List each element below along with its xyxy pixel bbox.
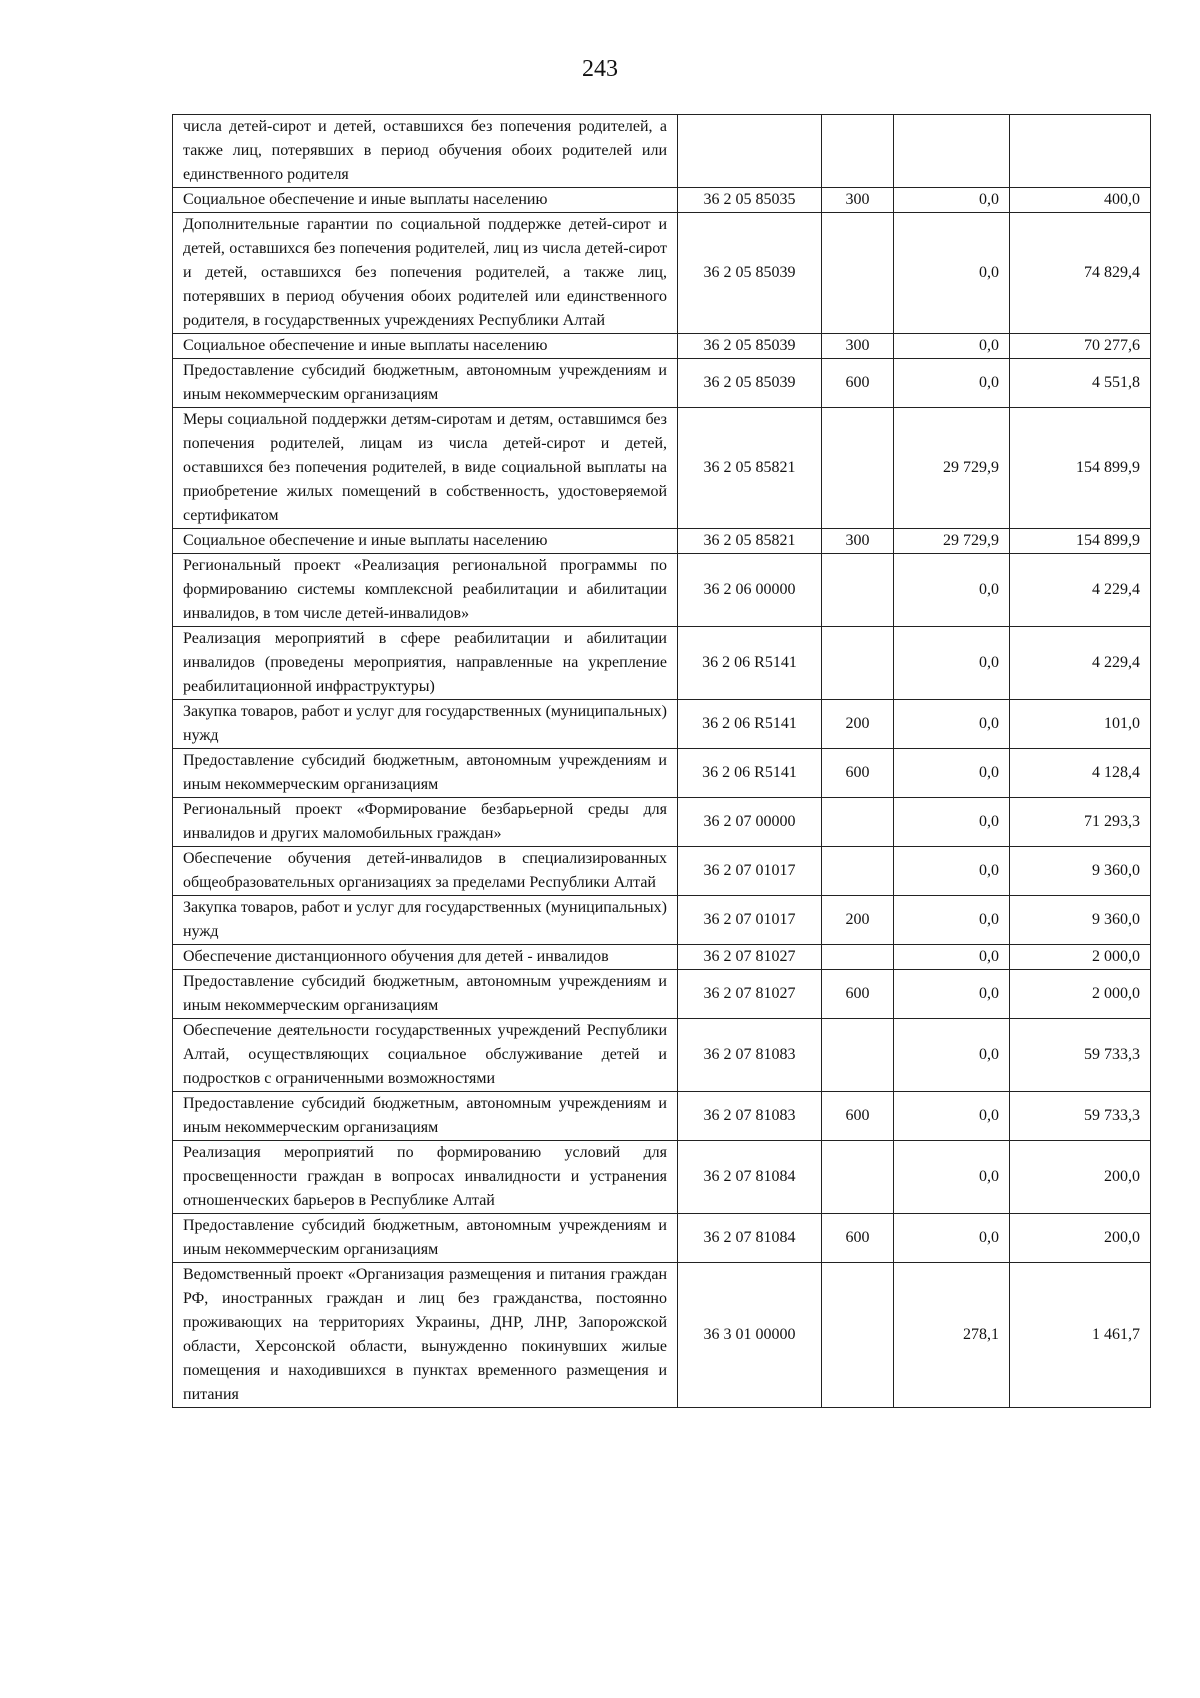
amount-second-cell: 4 551,8 — [1010, 359, 1151, 408]
table-row — [173, 945, 1151, 970]
item-name-cell: Предоставление субсидий бюджетным, автономным учреждениям и иным некоммерческим организациям — [173, 749, 678, 798]
item-name-cell: числа детей-сирот и детей, оставшихся без попечения родителей, а также лиц, потерявших в период обучения обоих родителей или единственного родителя — [173, 115, 678, 188]
target-code-cell: 36 2 07 81083 — [678, 1092, 822, 1141]
item-name-cell: Социальное обеспечение и иные выплаты населению — [173, 529, 678, 554]
table-row — [173, 1214, 1151, 1263]
table-row — [173, 188, 1151, 213]
amount-second-cell: 4 229,4 — [1010, 554, 1151, 627]
amount-second-cell: 200,0 — [1010, 1141, 1151, 1214]
expense-type-cell — [822, 408, 894, 529]
expense-type-cell: 200 — [822, 700, 894, 749]
item-name-cell: Предоставление субсидий бюджетным, автономным учреждениям и иным некоммерческим организациям — [173, 970, 678, 1019]
amount-first-cell: 0,0 — [894, 945, 1010, 970]
amount-second-cell: 9 360,0 — [1010, 896, 1151, 945]
target-code-cell: 36 2 07 81027 — [678, 970, 822, 1019]
target-code-cell: 36 2 05 85039 — [678, 213, 822, 334]
expense-type-cell — [822, 1263, 894, 1408]
item-name-cell: Обеспечение дистанционного обучения для детей - инвалидов — [173, 945, 678, 970]
amount-first-cell: 0,0 — [894, 798, 1010, 847]
target-code-cell: 36 2 07 01017 — [678, 896, 822, 945]
table-row — [173, 896, 1151, 945]
expense-type-cell: 300 — [822, 334, 894, 359]
item-name-cell: Предоставление субсидий бюджетным, автономным учреждениям и иным некоммерческим организациям — [173, 1092, 678, 1141]
table-row — [173, 700, 1151, 749]
amount-first-cell: 0,0 — [894, 1019, 1010, 1092]
table-row — [173, 1092, 1151, 1141]
table-row — [173, 1263, 1151, 1408]
table-row — [173, 749, 1151, 798]
amount-first-cell: 0,0 — [894, 554, 1010, 627]
budget-table-body — [173, 115, 1151, 1408]
item-name-cell: Предоставление субсидий бюджетным, автономным учреждениям и иным некоммерческим организациям — [173, 1214, 678, 1263]
item-name-cell: Закупка товаров, работ и услуг для государственных (муниципальных) нужд — [173, 896, 678, 945]
amount-first-cell: 0,0 — [894, 359, 1010, 408]
amount-second-cell: 154 899,9 — [1010, 408, 1151, 529]
target-code-cell: 36 2 06 R5141 — [678, 627, 822, 700]
table-row — [173, 359, 1151, 408]
amount-first-cell: 29 729,9 — [894, 529, 1010, 554]
amount-first-cell: 0,0 — [894, 1214, 1010, 1263]
amount-second-cell: 74 829,4 — [1010, 213, 1151, 334]
target-code-cell: 36 2 05 85039 — [678, 359, 822, 408]
amount-first-cell: 0,0 — [894, 749, 1010, 798]
expense-type-cell — [822, 627, 894, 700]
amount-second-cell: 9 360,0 — [1010, 847, 1151, 896]
amount-second-cell: 101,0 — [1010, 700, 1151, 749]
target-code-cell: 36 2 07 81083 — [678, 1019, 822, 1092]
table-row — [173, 334, 1151, 359]
expense-type-cell: 600 — [822, 749, 894, 798]
table-row — [173, 554, 1151, 627]
amount-first-cell: 0,0 — [894, 627, 1010, 700]
amount-first-cell: 0,0 — [894, 188, 1010, 213]
amount-second-cell: 2 000,0 — [1010, 945, 1151, 970]
table-row — [173, 798, 1151, 847]
budget-table — [172, 114, 1151, 1408]
amount-second-cell: 2 000,0 — [1010, 970, 1151, 1019]
target-code-cell: 36 2 07 81027 — [678, 945, 822, 970]
target-code-cell: 36 2 05 85035 — [678, 188, 822, 213]
item-name-cell: Меры социальной поддержки детям-сиротам и детям, оставшимся без попечения родителей, лицам из числа детей-сирот и детей, оставшихся без попечения родителей, в виде социальной выплаты на приобретение жилых помещений в собственность, удостоверяемой сертификатом — [173, 408, 678, 529]
item-name-cell: Ведомственный проект «Организация размещения и питания граждан РФ, иностранных граждан и лиц без гражданства, постоянно проживающих на территориях Украины, ДНР, ЛНР, Запорожской области, Херсонской области, вынужденно покинувших жилые помещения и находившихся в пунктах временного размещения и питания — [173, 1263, 678, 1408]
table-row — [173, 1019, 1151, 1092]
expense-type-cell: 300 — [822, 529, 894, 554]
target-code-cell: 36 2 05 85821 — [678, 529, 822, 554]
target-code-cell: 36 2 07 81084 — [678, 1141, 822, 1214]
item-name-cell: Социальное обеспечение и иные выплаты населению — [173, 188, 678, 213]
amount-second-cell: 400,0 — [1010, 188, 1151, 213]
page-number: 243 — [582, 56, 618, 82]
amount-second-cell: 4 229,4 — [1010, 627, 1151, 700]
expense-type-cell: 200 — [822, 896, 894, 945]
expense-type-cell: 300 — [822, 188, 894, 213]
target-code-cell: 36 2 07 00000 — [678, 798, 822, 847]
amount-first-cell: 0,0 — [894, 896, 1010, 945]
amount-second-cell — [1010, 115, 1151, 188]
amount-second-cell: 154 899,9 — [1010, 529, 1151, 554]
item-name-cell: Обеспечение обучения детей-инвалидов в специализированных общеобразовательных организациях за пределами Республики Алтай — [173, 847, 678, 896]
expense-type-cell — [822, 115, 894, 188]
amount-first-cell: 0,0 — [894, 1092, 1010, 1141]
expense-type-cell — [822, 945, 894, 970]
item-name-cell: Реализация мероприятий по формированию условий для просвещенности граждан в вопросах инвалидности и устранения отношенческих барьеров в Республике Алтай — [173, 1141, 678, 1214]
target-code-cell — [678, 115, 822, 188]
expense-type-cell — [822, 1019, 894, 1092]
table-row — [173, 627, 1151, 700]
target-code-cell: 36 2 05 85039 — [678, 334, 822, 359]
target-code-cell: 36 2 07 81084 — [678, 1214, 822, 1263]
amount-second-cell: 4 128,4 — [1010, 749, 1151, 798]
amount-second-cell: 71 293,3 — [1010, 798, 1151, 847]
item-name-cell: Региональный проект «Реализация региональной программы по формированию системы комплексной реабилитации и абилитации инвалидов, в том числе детей-инвалидов» — [173, 554, 678, 627]
amount-second-cell: 59 733,3 — [1010, 1092, 1151, 1141]
expense-type-cell: 600 — [822, 359, 894, 408]
expense-type-cell: 600 — [822, 970, 894, 1019]
amount-second-cell: 59 733,3 — [1010, 1019, 1151, 1092]
expense-type-cell — [822, 554, 894, 627]
table-row — [173, 408, 1151, 529]
amount-first-cell: 0,0 — [894, 1141, 1010, 1214]
expense-type-cell — [822, 847, 894, 896]
amount-second-cell: 1 461,7 — [1010, 1263, 1151, 1408]
amount-first-cell: 0,0 — [894, 847, 1010, 896]
expense-type-cell: 600 — [822, 1214, 894, 1263]
item-name-cell: Обеспечение деятельности государственных учреждений Республики Алтай, осуществляющих социальное обслуживание детей и подростков с ограниченными возможностями — [173, 1019, 678, 1092]
target-code-cell: 36 2 06 R5141 — [678, 700, 822, 749]
target-code-cell: 36 2 07 01017 — [678, 847, 822, 896]
item-name-cell: Социальное обеспечение и иные выплаты населению — [173, 334, 678, 359]
target-code-cell: 36 2 06 00000 — [678, 554, 822, 627]
table-row — [173, 115, 1151, 188]
target-code-cell: 36 2 06 R5141 — [678, 749, 822, 798]
table-row — [173, 970, 1151, 1019]
table-row — [173, 213, 1151, 334]
amount-first-cell: 29 729,9 — [894, 408, 1010, 529]
expense-type-cell — [822, 798, 894, 847]
amount-first-cell: 278,1 — [894, 1263, 1010, 1408]
item-name-cell: Региональный проект «Формирование безбарьерной среды для инвалидов и других маломобильных граждан» — [173, 798, 678, 847]
target-code-cell: 36 2 05 85821 — [678, 408, 822, 529]
amount-first-cell: 0,0 — [894, 970, 1010, 1019]
expense-type-cell: 600 — [822, 1092, 894, 1141]
amount-second-cell: 200,0 — [1010, 1214, 1151, 1263]
amount-first-cell — [894, 115, 1010, 188]
expense-type-cell — [822, 213, 894, 334]
item-name-cell: Реализация мероприятий в сфере реабилитации и абилитации инвалидов (проведены мероприятия, направленные на укрепление реабилитационной инфраструктуры) — [173, 627, 678, 700]
table-row — [173, 847, 1151, 896]
amount-second-cell: 70 277,6 — [1010, 334, 1151, 359]
expense-type-cell — [822, 1141, 894, 1214]
table-row — [173, 1141, 1151, 1214]
amount-first-cell: 0,0 — [894, 700, 1010, 749]
item-name-cell: Дополнительные гарантии по социальной поддержке детей-сирот и детей, оставшихся без попечения родителей, лиц из числа детей-сирот и детей, оставшихся без попечения родителей, а также лиц, потерявших в период обучения обоих родителей или единственного родителя, в государственных учреждениях Республики Алтай — [173, 213, 678, 334]
target-code-cell: 36 3 01 00000 — [678, 1263, 822, 1408]
item-name-cell: Закупка товаров, работ и услуг для государственных (муниципальных) нужд — [173, 700, 678, 749]
amount-first-cell: 0,0 — [894, 334, 1010, 359]
item-name-cell: Предоставление субсидий бюджетным, автономным учреждениям и иным некоммерческим организациям — [173, 359, 678, 408]
amount-first-cell: 0,0 — [894, 213, 1010, 334]
table-row — [173, 529, 1151, 554]
